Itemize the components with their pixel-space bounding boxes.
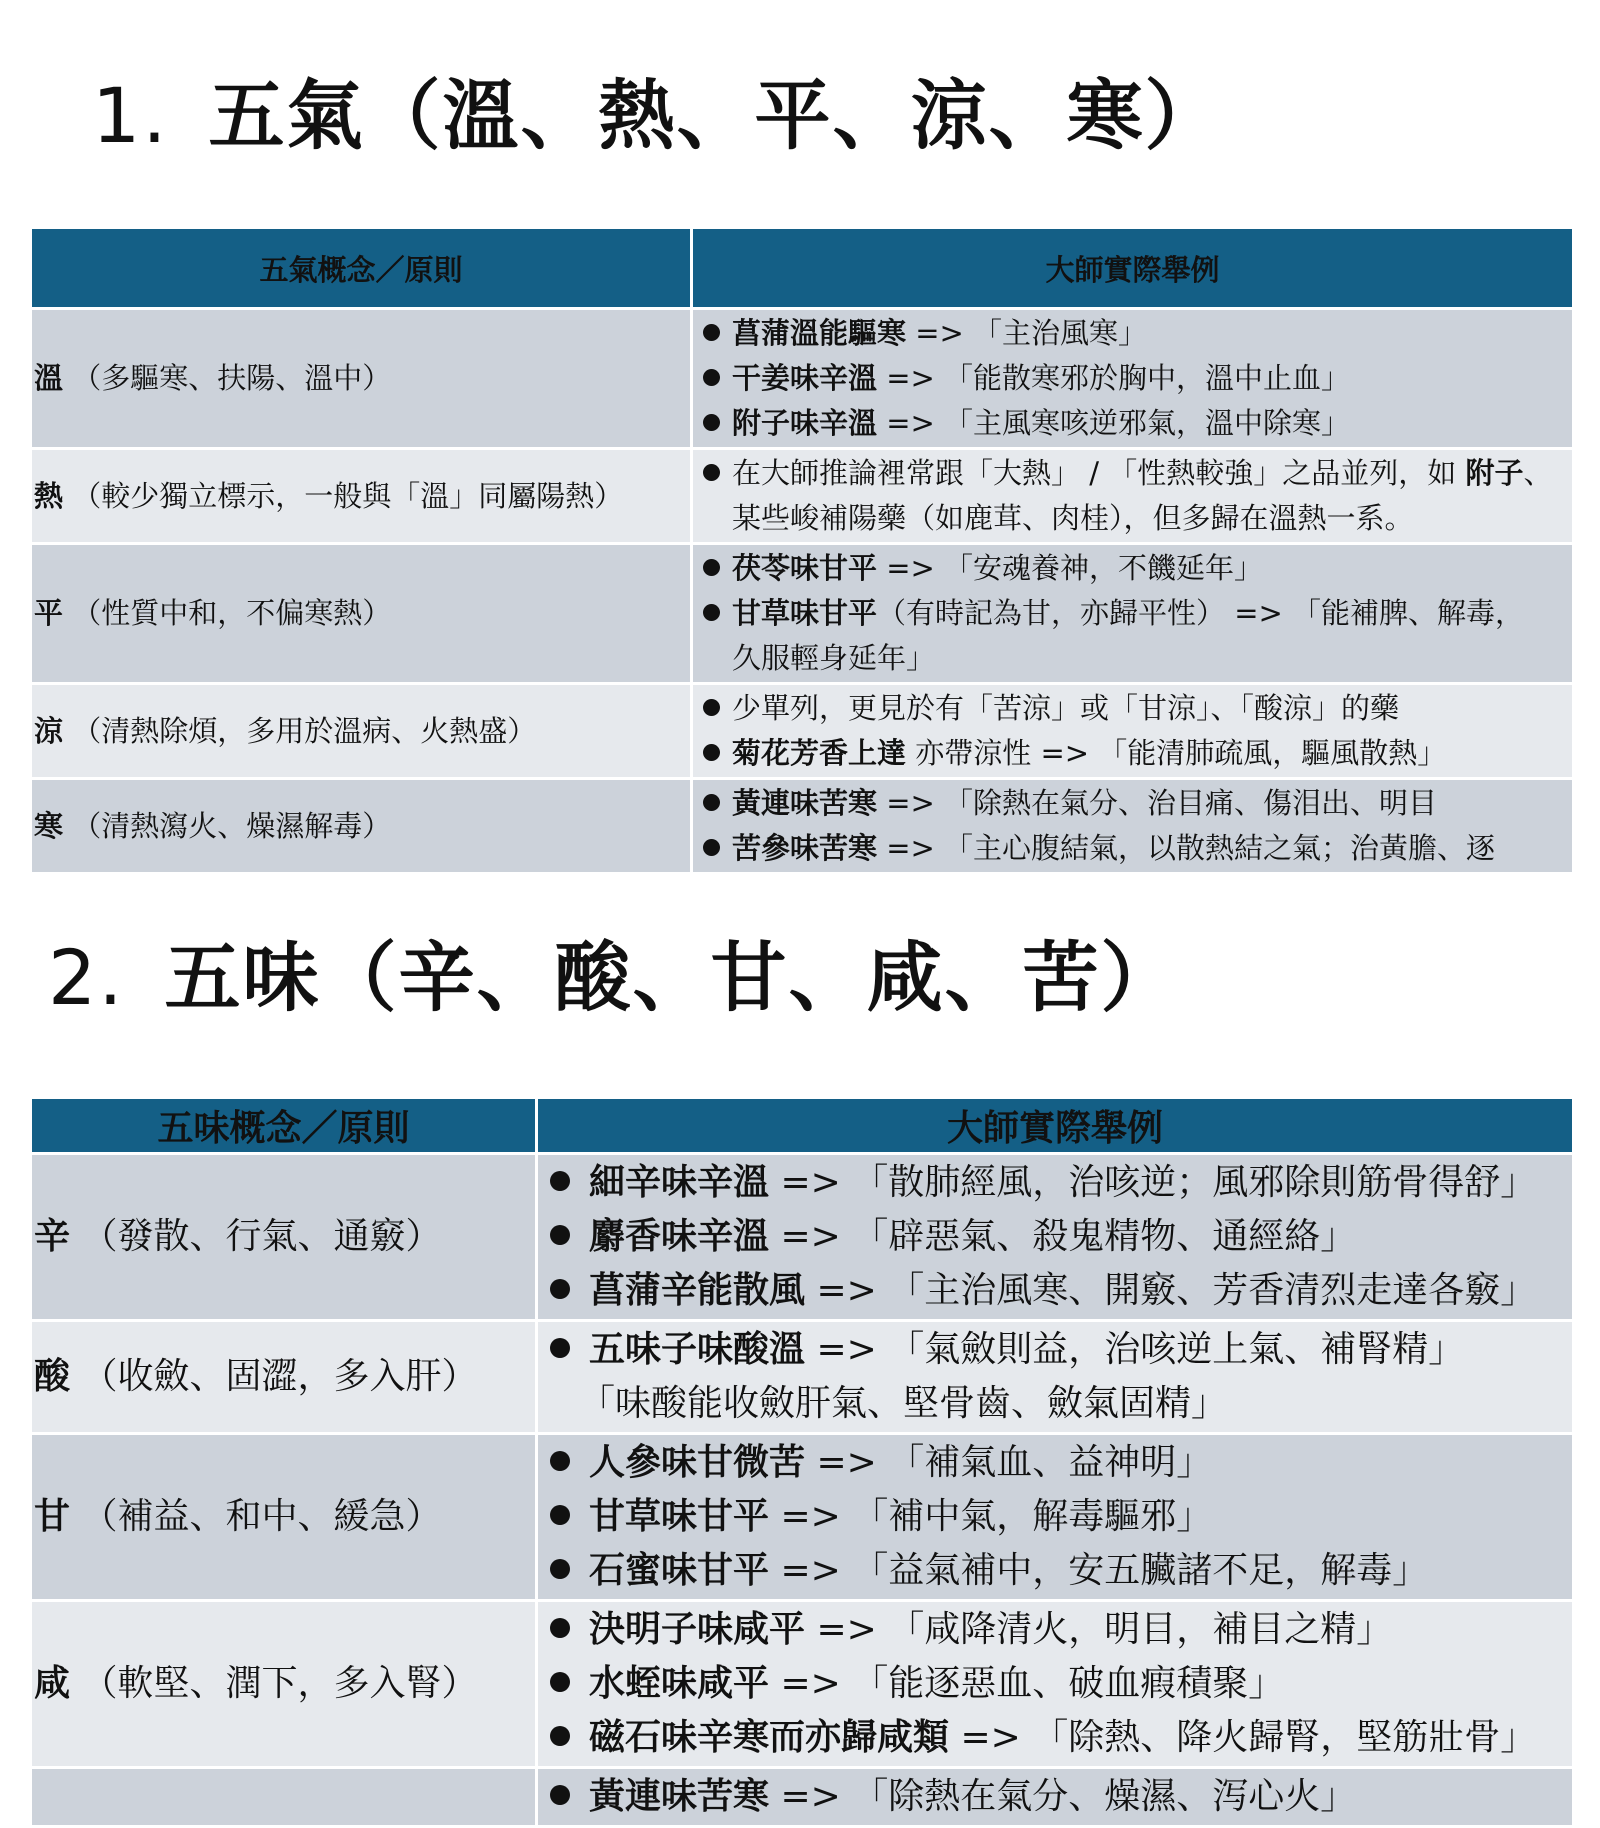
principle-key: 平 — [34, 596, 64, 630]
principle-description: （補益、和中、緩急） — [81, 1496, 442, 1537]
bullet-icon — [703, 559, 720, 576]
examples-list — [694, 781, 1571, 871]
example-text: => 「咸降清火，明目，補目之精」 — [805, 1609, 1393, 1650]
example-item — [539, 1544, 1571, 1598]
principle-cell — [32, 310, 693, 447]
example-text: 、 — [1523, 456, 1553, 490]
herb-name: 水蛭味咸平 — [589, 1663, 770, 1704]
section1-number: 1. — [92, 71, 169, 160]
table-row — [32, 780, 1572, 872]
principle-cell — [32, 1435, 538, 1599]
herb-name: 石蜜味甘平 — [589, 1550, 770, 1591]
principle-key: 酸 — [34, 1356, 71, 1397]
table-row — [32, 450, 1572, 542]
example-item — [694, 686, 1571, 731]
bullet-icon — [550, 1338, 570, 1358]
examples-cell — [538, 1769, 1572, 1825]
bullet-icon — [550, 1618, 570, 1638]
column-header-principle: 五氣概念／原則 — [32, 229, 693, 307]
table-row — [32, 685, 1572, 777]
example-text: => 「除熱在氣分、燥濕、泻心火」 — [769, 1776, 1357, 1817]
herb-name: 菊花芳香上達 — [732, 736, 907, 770]
example-text: => 「能逐惡血、破血瘕積聚」 — [769, 1663, 1285, 1704]
example-item — [539, 1210, 1571, 1264]
example-item — [539, 1490, 1571, 1544]
table-header-row — [32, 229, 1572, 307]
table-header-row — [32, 1099, 1572, 1152]
example-text: => 「辟惡氣、殺鬼精物、通經絡」 — [769, 1216, 1357, 1257]
examples-cell — [538, 1435, 1572, 1599]
bullet-icon — [703, 324, 720, 341]
column-header-principle: 五味概念／原則 — [32, 1099, 538, 1152]
bullet-icon — [550, 1451, 570, 1471]
bullet-icon — [550, 1225, 570, 1245]
example-text: => 「安魂養神，不饑延年」 — [877, 551, 1264, 585]
bullet-icon — [703, 604, 720, 621]
herb-name: 五味子味酸溫 — [589, 1329, 806, 1370]
bullet-icon — [703, 699, 720, 716]
examples-list — [694, 311, 1571, 446]
herb-name: 決明子味咸平 — [589, 1609, 806, 1650]
example-text: 在大師推論裡常跟「大熱」 / 「性熱較強」之品並列，如 — [732, 456, 1466, 490]
principle-cell — [32, 1769, 538, 1825]
example-item — [694, 451, 1571, 496]
principle-cell — [32, 1602, 538, 1766]
example-item — [694, 781, 1571, 826]
example-item — [694, 826, 1571, 871]
examples-list — [694, 451, 1571, 541]
principle-cell — [32, 1155, 538, 1319]
example-text: => 「主治風寒、開竅、芳香清烈走達各竅」 — [805, 1270, 1537, 1311]
five-qi-table-container — [32, 226, 1572, 865]
example-item — [694, 356, 1571, 401]
example-item — [539, 1770, 1571, 1824]
example-text: 亦帶涼性 => 「能清肺疏風，驅風散熱」 — [906, 736, 1447, 770]
herb-name: 附子味辛溫 — [732, 406, 878, 440]
principle-description: （清熱除煩，多用於溫病、火熱盛） — [72, 713, 537, 748]
examples-list — [539, 1323, 1571, 1431]
example-text: => 「主治風寒」 — [906, 316, 1148, 350]
example-item — [539, 1657, 1571, 1711]
examples-list — [539, 1770, 1571, 1824]
bullet-icon — [703, 414, 720, 431]
herb-name: 細辛味辛溫 — [589, 1162, 770, 1203]
example-text: => 「散肺經風，治咳逆；風邪除則筋骨得舒」 — [769, 1162, 1537, 1203]
herb-name: 附子 — [1465, 456, 1524, 490]
bullet-icon — [703, 794, 720, 811]
principle-cell — [32, 780, 693, 872]
herb-name: 磁石味辛寒而亦歸咸類 — [589, 1717, 950, 1758]
herb-name: 甘草味甘平 — [732, 596, 878, 630]
principle-cell — [32, 1322, 538, 1432]
herb-name: 人參味甘微苦 — [589, 1442, 806, 1483]
principle-cell — [32, 450, 693, 542]
section2-heading — [48, 933, 1179, 1022]
principle-description: （清熱瀉火、燥濕解毒） — [72, 808, 392, 843]
table-row — [32, 1322, 1572, 1432]
example-text: => 「主風寒咳逆邪氣，溫中除寒」 — [877, 406, 1351, 440]
bullet-icon — [550, 1726, 570, 1746]
section1-title: 五氣（溫、熱、平、涼、寒） — [208, 71, 1223, 160]
herb-name: 干姜味辛溫 — [732, 361, 878, 395]
example-item — [539, 1603, 1571, 1657]
examples-cell — [693, 310, 1572, 447]
example-item — [694, 401, 1571, 446]
bullet-icon — [703, 744, 720, 761]
principle-description: （軟堅、潤下，多入腎） — [81, 1663, 478, 1704]
examples-list — [694, 546, 1571, 681]
examples-cell — [538, 1155, 1572, 1319]
examples-list — [539, 1156, 1571, 1318]
bullet-icon — [703, 464, 720, 481]
herb-name: 麝香味辛溫 — [589, 1216, 770, 1257]
examples-cell — [693, 450, 1572, 542]
examples-list — [539, 1603, 1571, 1765]
principle-cell — [32, 545, 693, 682]
table-row — [32, 310, 1572, 447]
bullet-icon — [550, 1279, 570, 1299]
bullet-icon — [550, 1559, 570, 1579]
bullet-icon — [550, 1505, 570, 1525]
table-row — [32, 1155, 1572, 1319]
example-item — [694, 731, 1571, 776]
column-header-examples: 大師實際舉例 — [538, 1099, 1572, 1152]
example-text: => 「氣斂則益，治咳逆上氣、補腎精」 — [805, 1329, 1465, 1370]
example-text: => 「補氣血、益神明」 — [805, 1442, 1213, 1483]
table-row — [32, 545, 1572, 682]
herb-name: 甘草味甘平 — [589, 1496, 770, 1537]
example-text: => 「除熱在氣分、治目痛、傷泪出、明目 — [877, 786, 1438, 820]
five-flavors-table — [32, 1096, 1572, 1828]
example-text: （有時記為甘，亦歸平性） => 「能補脾、解毒， — [877, 596, 1525, 630]
table-row — [32, 1602, 1572, 1766]
table-row — [32, 1769, 1572, 1825]
five-qi-table — [32, 226, 1572, 875]
example-item — [539, 1156, 1571, 1210]
section1-heading — [92, 71, 1223, 160]
bullet-icon — [550, 1785, 570, 1805]
example-text: => 「益氣補中，安五臟諸不足，解毒」 — [769, 1550, 1429, 1591]
principle-key: 辛 — [34, 1216, 71, 1257]
example-continuation: 某些峻補陽藥（如鹿茸、肉桂），但多歸在溫熱一系。 — [732, 501, 1414, 535]
column-header-examples: 大師實際舉例 — [693, 229, 1572, 307]
five-flavors-table-container — [32, 1096, 1572, 1817]
example-item — [694, 546, 1571, 591]
bullet-icon — [550, 1672, 570, 1692]
herb-name: 菖蒲辛能散風 — [589, 1270, 806, 1311]
section2-title: 五味（辛、酸、甘、咸、苦） — [164, 933, 1179, 1022]
principle-description: （多驅寒、扶陽、溫中） — [72, 361, 392, 395]
herb-name: 黃連味苦寒 — [589, 1776, 770, 1817]
example-item — [539, 1711, 1571, 1765]
examples-cell — [693, 780, 1572, 872]
bullet-icon — [703, 839, 720, 856]
principle-description: （收斂、固澀，多入肝） — [81, 1356, 478, 1397]
herb-name: 茯苓味甘平 — [732, 551, 878, 585]
example-item — [539, 1323, 1571, 1377]
examples-cell — [693, 685, 1572, 777]
examples-list — [694, 686, 1571, 776]
principle-description: （發散、行氣、通竅） — [81, 1216, 442, 1257]
principle-key: 甘 — [34, 1496, 71, 1537]
example-text: => 「除熱、降火歸腎，堅筋壯骨」 — [949, 1717, 1537, 1758]
herb-name: 黃連味苦寒 — [732, 786, 878, 820]
examples-list — [539, 1436, 1571, 1598]
herb-name: 苦參味苦寒 — [732, 831, 878, 865]
example-item — [539, 1436, 1571, 1490]
examples-cell — [538, 1602, 1572, 1766]
section2-number: 2. — [48, 933, 125, 1022]
example-item — [539, 1264, 1571, 1318]
principle-key: 溫 — [34, 361, 64, 395]
example-continuation: 久服輕身延年」 — [732, 641, 936, 675]
herb-name: 菖蒲溫能驅寒 — [732, 316, 907, 350]
example-text: => 「能散寒邪於胸中，溫中止血」 — [877, 361, 1351, 395]
example-text: => 「主心腹結氣，以散熱結之氣；治黃膽、逐 — [877, 831, 1496, 865]
example-text: => 「補中氣，解毒驅邪」 — [769, 1496, 1213, 1537]
examples-cell — [538, 1322, 1572, 1432]
principle-key: 涼 — [34, 713, 64, 748]
principle-key: 熱 — [34, 478, 64, 513]
example-text: 少單列，更見於有「苦涼」或「甘涼」、「酸涼」的藥 — [732, 691, 1400, 725]
principle-cell — [32, 685, 693, 777]
example-continuation: 「味酸能收斂肝氣、堅骨齒、斂氣固精」 — [579, 1383, 1228, 1424]
principle-key: 咸 — [34, 1663, 71, 1704]
examples-cell — [693, 545, 1572, 682]
example-item — [694, 591, 1571, 636]
principle-description: （較少獨立標示，一般與「溫」同屬陽熱） — [72, 478, 624, 513]
principle-key: 寒 — [34, 808, 64, 843]
principle-description: （性質中和，不偏寒熱） — [72, 596, 392, 630]
bullet-icon — [703, 369, 720, 386]
bullet-icon — [550, 1171, 570, 1191]
table-row — [32, 1435, 1572, 1599]
example-item — [694, 311, 1571, 356]
